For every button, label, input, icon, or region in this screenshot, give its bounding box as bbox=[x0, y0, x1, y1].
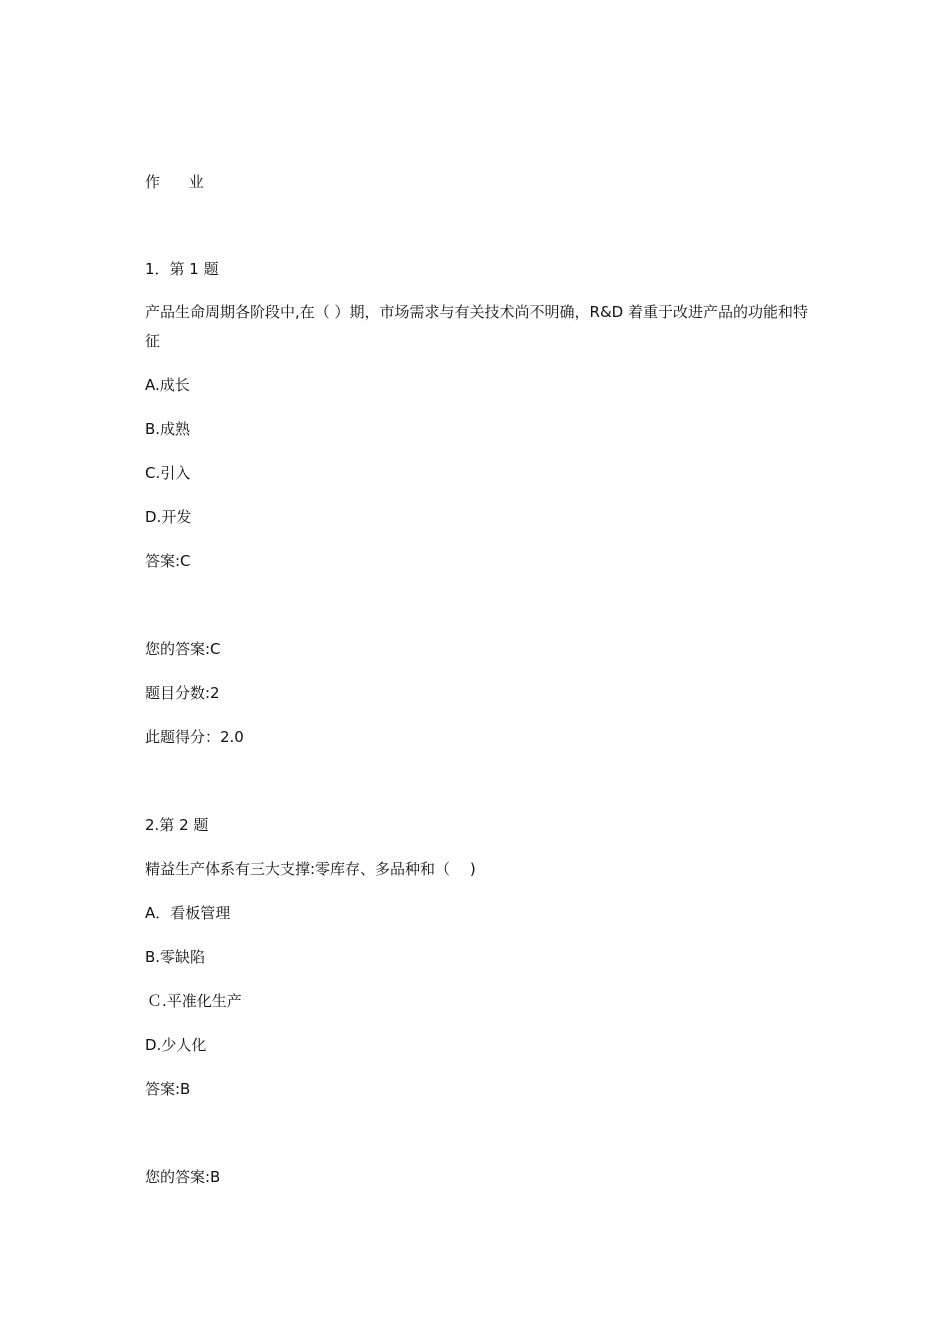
question-2-option-d: D.少人化 bbox=[145, 1036, 207, 1054]
question-1-text: 产品生命周期各阶段中,在（ ）期，市场需求与有关技术尚不明确，R&D 着重于改进产品的功能和特征 bbox=[145, 303, 808, 350]
question-1-your-answer: 您的答案:C bbox=[145, 640, 221, 658]
question-1-heading: 1．第 1 题 bbox=[145, 260, 219, 278]
question-2-text: 精益生产体系有三大支撑:零库存、多品种和（ ) bbox=[145, 860, 476, 878]
question-2-heading: 2.第 2 题 bbox=[145, 816, 209, 834]
question-2-option-a: A．看板管理 bbox=[145, 904, 231, 922]
question-1-option-d: D.开发 bbox=[145, 508, 192, 526]
question-2-your-answer: 您的答案:B bbox=[145, 1168, 221, 1186]
question-1-earned: 此题得分：2.0 bbox=[145, 728, 244, 746]
question-2-option-c: Ｃ.平准化生产 bbox=[147, 992, 242, 1010]
question-1-option-a: A.成长 bbox=[145, 376, 190, 394]
question-1-score: 题目分数:2 bbox=[145, 684, 220, 702]
document-title: 作 业 bbox=[145, 173, 216, 191]
question-2-option-b: B.零缺陷 bbox=[145, 948, 206, 966]
question-1-answer: 答案:C bbox=[145, 552, 191, 570]
question-1-option-b: B.成熟 bbox=[145, 420, 191, 438]
question-1-option-c: C.引入 bbox=[145, 464, 191, 482]
question-2-answer: 答案:B bbox=[145, 1080, 191, 1098]
